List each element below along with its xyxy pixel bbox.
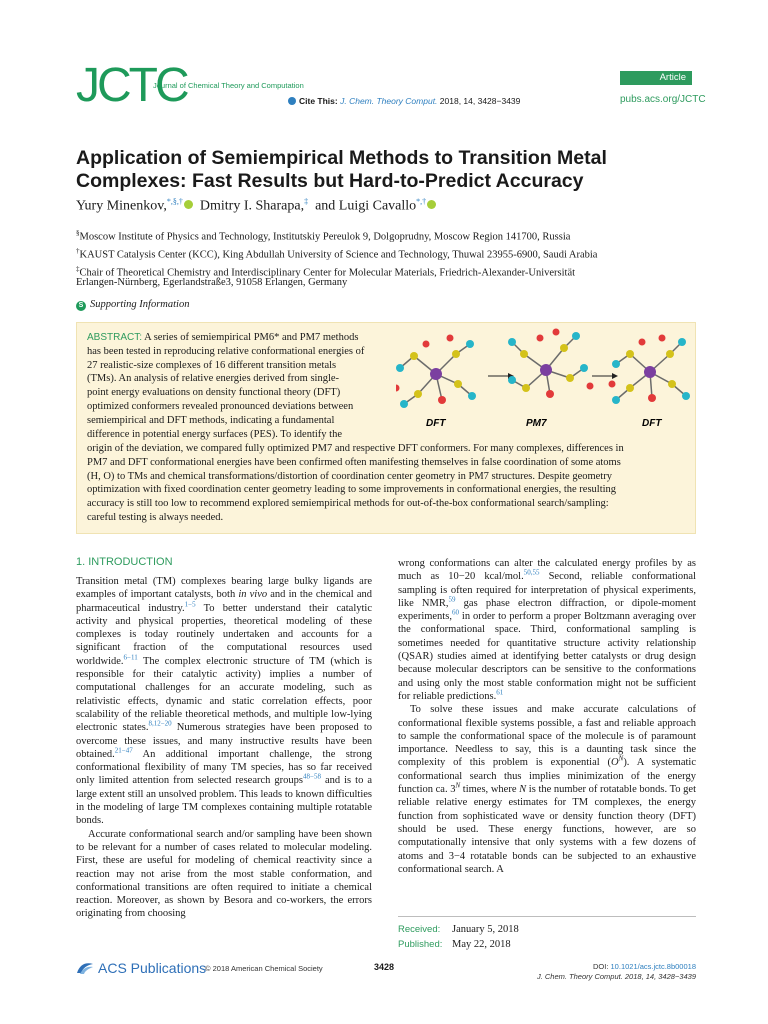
doi-block: DOI: 10.1021/acs.jctc.8b00018 J. Chem. Theory Comput. 2018, 14, 3428−3439 — [536, 962, 696, 981]
section-heading: 1. INTRODUCTION — [76, 556, 173, 568]
toc-label: PM7 — [526, 418, 547, 429]
affiliation: †KAUST Catalysis Center (KCC), King Abdullah University of Science and Technology, Thuwal 23955-6900, Saudi Arabia — [76, 247, 598, 261]
divider — [398, 916, 696, 917]
author-marks: ‡ — [304, 197, 309, 206]
author-marks: *,§,† — [166, 197, 183, 206]
acs-publications-logo[interactable]: ACS Publications — [76, 960, 206, 976]
right-column-text: wrong conformations can alter the calculated energy profiles by as much as 10−20 kcal/mol.$^{50,55}$ Second, reliable conformational sampling is often required for interpretation of physical experiments, like NMR,$^{59}$ gas phase electron diffraction, or dipole-moment experiments,$^{60}$ in order to perform a proper Boltzmann averaging over the conformational space. Third, conformational sampling is sometimes needed for quantitative structure activity relationship (QSAR) studies aimed at identifying better catalysts or drug design because molecular descriptors can be sensitive to the conformations and using only the most stable conformation might not be sufficient for reliable predictions.$^{61}$ To solve these issues and make accurate calculations of conformational flexible systems possible, a fast and reliable approach to sample the conformational space of the molecule is of paramount importance. Needless to say, this is a daunting task since the complexity of this problem is exponential $(O^N)$. A systematic conformational search thus implies minimization of the energy function ca. $3^N$ times, where N is the number of rotatable bonds. To get reliable relative energy estimates for TM complexes, the energy function from sophisticated wave or density function theory (DFT) should be used. These energy functions, however, are so computationally intensive that only systems with a few dozens of atoms and 3−4 rotatable bonds can be subjected to an exhaustive conformational search. A — [398, 558, 696, 875]
molecule-structure — [396, 335, 476, 409]
toc-graphic — [396, 326, 692, 430]
left-column-text: Transition metal (TM) complexes bearing large bulky ligands are examples of important catalysts, both in vivo and in the chemical and pharmaceutical industry.$^{1-5}$ To better understand their catalytic activity and physical properties, theoretical modeling of these complexes is today routinely undertaken and accounts for a significant fraction of the computational resources used worldwide.$^{6-11}$ The complex electronic structure of TM (which is responsible for their catalytic activity) implies a number of computational challenges for an accurate modeling, such as relativistic effects, dynamic and static correlation effects, poor scalability of the reliable theoretical methods, and multiple low-lying electronic states.$^{8,12-20}$ Numerous strategies have been proposed to overcome these issues, and many instructive results have been obtained.$^{21-47}$ An additional important challenge, the strong conformational flexibility of many TM species, has so far received only limited attention from selected research groups$^{48-58}$ and is to a large extent still an unsolved problem. This leads to known difficulties in the modeling of large TM complexes containing multiple rotatable bonds. Accurate conformational search and/or sampling have been shown to be relevant for a number of cases related to molecular modeling. First, these are useful for modeling of chemical reactivity since a reaction may not arise from the most stable conformation, and conformational transitions are often required to initiate a chemical reaction. Moreover, as shown by Besora and co-workers, the errors originating from choosing — [76, 576, 373, 920]
toc-label: DFT — [426, 418, 446, 429]
page-number: 3428 — [374, 962, 395, 972]
affiliation: ‡Chair of Theoretical Chemistry and Interdisciplinary Center for Molecular Materials, Friedrich-Alexander-Universität — [76, 265, 576, 279]
supporting-info-link[interactable]: S Supporting Information — [76, 299, 189, 311]
journal-logo: JCTC — [76, 59, 187, 112]
abstract-wide: origin of the deviation, we compared fully optimized PM7 and respective DFT conformers. For many complexes, differences in PM7 and DFT conformational energies have been confirmed often manifesting themselves in false coordination of some atoms (H, O) to TMs and chemical transformations/distortion of coordination center geometry in PM7 structures. Despite geometry optimization with fixed coordination center geometry leading to some improvements in conformational energies, the resulting accuracy is still too low to recommend explored semiempirical methods for out-of-the-box conformational search/sampling: careful testing is always needed. — [87, 443, 624, 523]
affiliation: §Moscow Institute of Physics and Technology, Institutskiy Pereulok 9, Dolgoprudny, Moscow Region 141700, Russia — [76, 229, 571, 243]
acs-logo-icon — [76, 961, 94, 975]
toc-label: DFT — [642, 418, 662, 429]
journal-name: Journal of Chemical Theory and Computation — [153, 81, 304, 90]
orcid-icon[interactable] — [427, 200, 436, 209]
article-title: Application of Semiempirical Methods to Transition Metal Complexes: Fast Results but Hard-to-Predict Accuracy — [76, 147, 607, 192]
supporting-info-icon: S — [76, 301, 86, 311]
cite-icon — [288, 97, 296, 105]
orcid-icon[interactable] — [184, 200, 193, 209]
article-type-badge: Article — [620, 71, 692, 85]
abstract-heading: ABSTRACT: — [87, 332, 143, 343]
doi-link[interactable]: 10.1021/acs.jctc.8b00018 — [610, 962, 696, 971]
author-list — [76, 197, 436, 215]
cite-this[interactable]: Cite This: J. Chem. Theory Comput. 2018, 14, 3428−3439 — [288, 96, 520, 106]
molecule-structure — [609, 335, 691, 405]
journal-url-link[interactable]: pubs.acs.org/JCTC — [620, 94, 706, 105]
author-name: Dmitry I. Sharapa, — [199, 198, 305, 214]
author-marks: *,† — [416, 197, 427, 206]
copyright: © 2018 American Chemical Society — [205, 964, 323, 973]
author-name: and Luigi Cavallo — [315, 198, 417, 214]
publication-dates: Received: January 5, 2018 Published: May 22, 2018 — [398, 924, 519, 950]
molecule-structure — [508, 329, 594, 399]
author-name: Yury Minenkov, — [76, 198, 167, 214]
affiliation: Erlangen-Nürnberg, Egerlandstraße3, 91058 Erlangen, Germany — [76, 277, 348, 288]
abstract-narrow: ABSTRACT: A series of semiempirical PM6* and PM7 methods has been tested in reproducing relative conformational energies of 27 realistic-size complexes of 16 different transition metals (TMs). An analysis of relative energies derived from single- point energy evaluations on density functional theory (DFT) optimized conformers revealed pronounced deviations between semiempirical and DFT methods, indicating a fundamental difference in potential energy surfaces (PES). To identify the — [87, 332, 365, 440]
